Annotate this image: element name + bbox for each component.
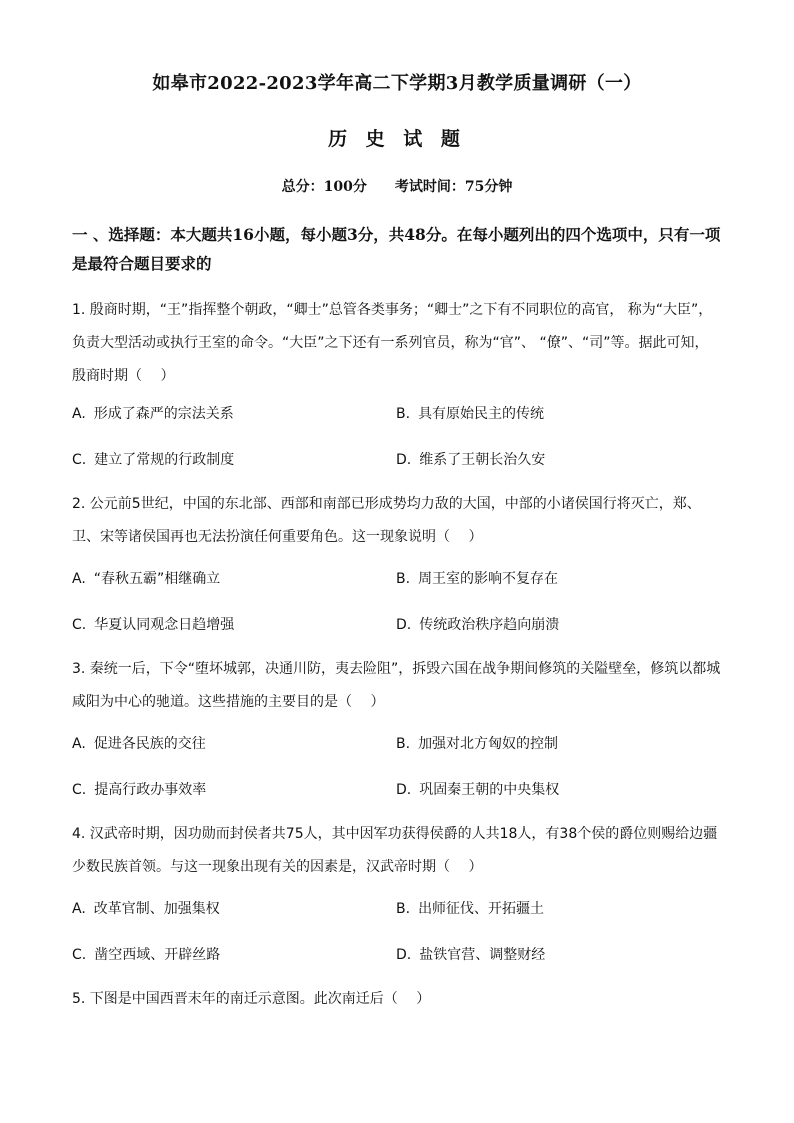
option-text: 促进各民族的交往 xyxy=(93,736,206,752)
section-heading: 一 、选择题：本大题共16小题，每小题3分，共48分。在每小题列出的四个选项中，只有一项是最符合题目要求的 xyxy=(72,225,721,273)
question-4-option-a xyxy=(72,898,220,918)
question-3-stem: 3. 秦统一后，下令“堕坏城郭，决通川防，夷去险阻”，拆毁六国在战争期间修筑的关隘壁垒，修筑以都城咸阳为中心的驰道。这些措施的主要目的是（ ） xyxy=(72,661,721,710)
question-2-option-d xyxy=(396,614,559,634)
question-1-option-c xyxy=(72,449,234,469)
question-4-stem: 4. 汉武帝时期，因功勋而封侯者共75人，其中因军功获得侯爵的人共18人，有38个侯的爵位则赐给边疆少数民族首领。与这一现象出现有关的因素是，汉武帝时期（ ） xyxy=(72,826,718,875)
question-3-option-b xyxy=(396,733,558,753)
option-text: 周王室的影响不复存在 xyxy=(418,571,559,587)
exam-meta xyxy=(0,176,794,196)
option-key: C. xyxy=(72,452,87,468)
question-5-stem: 5. 下图是中国西晋末年的南迁示意图。此次南迁后（ ） xyxy=(72,991,431,1007)
question-4-option-c xyxy=(72,944,220,964)
exam-title: 如皋市2022-2023学年高二下学期3月教学质量调研（一） xyxy=(152,73,642,94)
option-text: 具有原始民主的传统 xyxy=(418,406,545,422)
option-key: C. xyxy=(72,617,87,633)
option-text: 形成了森严的宗法关系 xyxy=(93,406,234,422)
subject-title: 历 史 试 题 xyxy=(328,128,466,150)
option-text: “春秋五霸”相继确立 xyxy=(93,571,221,587)
option-text: 传统政治秩序趋向崩溃 xyxy=(419,617,560,633)
question-2-stem: 2. 公元前5世纪，中国的东北部、西部和南部已形成势均力敌的大国，中部的小诸侯国行将灭亡，郑、卫、宋等诸侯国再也无法扮演任何重要角色。这一现象说明（ ） xyxy=(72,496,701,545)
option-text: 提高行政办事效率 xyxy=(94,782,207,798)
option-text: 维系了王朝长治久安 xyxy=(419,452,546,468)
option-text: 巩固秦王朝的中央集权 xyxy=(419,782,560,798)
option-text: 华夏认同观念日趋增强 xyxy=(94,617,235,633)
question-4-option-d xyxy=(396,944,545,964)
option-key: B. xyxy=(396,736,411,752)
option-text: 改革官制、加强集权 xyxy=(93,901,220,917)
option-text: 出师征伐、开拓疆土 xyxy=(418,901,545,917)
total-score: 总分：100分 xyxy=(281,179,367,195)
option-key: B. xyxy=(396,901,411,917)
option-key: D. xyxy=(396,452,412,468)
option-key: D. xyxy=(396,947,412,963)
option-text: 凿空西域、开辟丝路 xyxy=(94,947,221,963)
question-4-option-b xyxy=(396,898,544,918)
question-1-option-d xyxy=(396,449,545,469)
question-2-option-a xyxy=(72,568,220,588)
option-key: B. xyxy=(396,406,411,422)
option-key: C. xyxy=(72,782,87,798)
option-key: C. xyxy=(72,947,87,963)
exam-time: 考试时间：75分钟 xyxy=(394,179,513,195)
question-3-option-c xyxy=(72,779,206,799)
question-1-stem: 1. 殷商时期，“王”指挥整个朝政，“卿士”总管各类事务；“卿士”之下有不同职位的高官， 称为“大臣”，负责大型活动或执行王室的命令。“大臣”之下还有一系列官员，称为“官”、 “僚”、“司”等。据此可知，殷商时期（ ） xyxy=(72,302,713,384)
option-key: A. xyxy=(72,901,86,917)
option-key: A. xyxy=(72,406,86,422)
question-2-option-c xyxy=(72,614,234,634)
question-2-option-b xyxy=(396,568,558,588)
option-key: A. xyxy=(72,571,86,587)
question-1-option-b xyxy=(396,403,544,423)
option-key: D. xyxy=(396,617,412,633)
option-text: 建立了常规的行政制度 xyxy=(94,452,235,468)
option-key: A. xyxy=(72,736,86,752)
question-1-option-a xyxy=(72,403,234,423)
option-key: D. xyxy=(396,782,412,798)
question-3-option-a xyxy=(72,733,206,753)
option-text: 加强对北方匈奴的控制 xyxy=(418,736,559,752)
option-key: B. xyxy=(396,571,411,587)
question-3-option-d xyxy=(396,779,559,799)
option-text: 盐铁官营、调整财经 xyxy=(419,947,546,963)
